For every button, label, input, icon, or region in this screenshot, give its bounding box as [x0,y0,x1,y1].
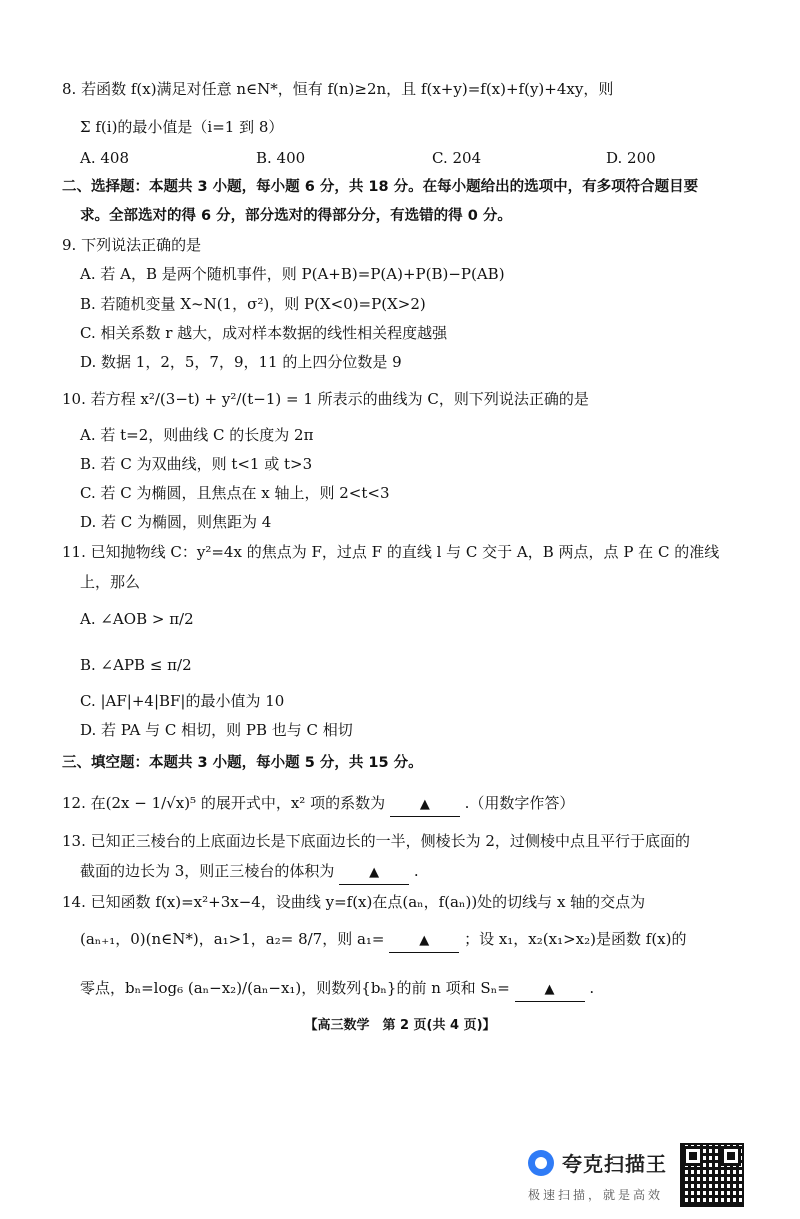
q12-line [62,792,574,817]
q14-stem-line2b: ；设 x₁，x₂(x₁>x₂)是函数 f(x)的 [464,930,687,948]
q10-option-a: A. 若 t=2，则曲线 C 的长度为 2π [80,426,314,444]
q12-stem: 12. 在(2x − 1/√x)⁵ 的展开式中，x² 项的系数为 [62,794,386,812]
qr-code-icon [680,1143,744,1207]
q9-option-d: D. 数据 1，2，5，7，9，11 的上四分位数是 9 [80,353,402,371]
brand-logo-icon [528,1150,554,1176]
q14-stem-line1: 14. 已知函数 f(x)=x²+3x−4，设曲线 y=f(x)在点(aₙ，f(aₙ))处的切线与 x 轴的交点为 [62,893,646,911]
triangle-icon: ▲ [419,933,430,948]
q8-option-b: B. 400 [256,149,306,167]
q14-stem-line2a: (aₙ₊₁，0)(n∈N*)，a₁>1，a₂= 8/7，则 a₁= [80,930,385,948]
q9-option-b: B. 若随机变量 X~N(1，σ²)，则 P(X<0)=P(X>2) [80,295,426,313]
q9-option-c: C. 相关系数 r 越大，成对样本数据的线性相关程度越强 [80,324,448,342]
q10-option-c: C. 若 C 为椭圆，且焦点在 x 轴上，则 2<t<3 [80,484,390,502]
q10-option-b: B. 若 C 为双曲线，则 t<1 或 t>3 [80,455,313,473]
q13-stem-line1: 13. 已知正三棱台的上底面边长是下底面边长的一半，侧棱长为 2，过侧棱中点且平行于底面的 [62,832,690,850]
scanner-watermark [528,1148,678,1208]
q9-stem: 9. 下列说法正确的是 [62,236,202,254]
q9-option-a: A. 若 A，B 是两个随机事件，则 P(A+B)=P(A)+P(B)−P(AB) [80,265,505,283]
q11-option-b: B. ∠APB ≤ π/2 [80,656,192,674]
q8-stem-line2: Σ f(i)的最小值是（i=1 到 8） [80,118,284,136]
q8-option-c: C. 204 [432,149,482,167]
q8-stem-line1: 8. 若函数 f(x)满足对任意 n∈N*，恒有 f(n)≥2n，且 f(x+y)=f(x)+f(y)+4xy，则 [62,80,614,98]
q11-option-a: A. ∠AOB > π/2 [80,610,194,628]
page-footer: 【高三数学 第 2 页(共 4 页)】 [304,1018,496,1033]
section3-heading: 三、填空题：本题共 3 小题，每小题 5 分，共 15 分。 [62,755,423,771]
q14-answer-blank-2[interactable] [515,977,585,1002]
q14-answer-blank-1[interactable] [389,928,459,953]
q14-line2 [80,928,686,953]
brand-slogan: 极速扫描，就是高效 [528,1188,664,1202]
q12-tail: .（用数字作答） [464,794,575,812]
q10-option-d: D. 若 C 为椭圆，则焦距为 4 [80,513,272,531]
q14-line3 [80,977,594,1002]
q13-stem-line2: 截面的边长为 3，则正三棱台的体积为 [80,862,335,880]
q11-option-c: C. |AF|+4|BF|的最小值为 10 [80,692,285,710]
q8-option-d: D. 200 [606,149,656,167]
triangle-icon: ▲ [419,797,430,812]
section2-heading-line2: 求。全部选对的得 6 分，部分选对的得部分分，有选错的得 0 分。 [80,208,512,224]
q14-tail: . [589,979,595,997]
q13-line2 [80,860,419,885]
section2-heading-line1: 二、选择题：本题共 3 小题，每小题 6 分，共 18 分。在每小题给出的选项中，有多项符合题目要 [62,179,699,195]
q11-stem-line2: 上，那么 [80,573,141,591]
q11-stem-line1: 11. 已知抛物线 C：y²=4x 的焦点为 F，过点 F 的直线 l 与 C 交于 A，B 两点，点 P 在 C 的准线 [62,543,720,561]
q10-stem: 10. 若方程 x²/(3−t) + y²/(t−1) = 1 所表示的曲线为 C，则下列说法正确的是 [62,390,589,408]
q13-answer-blank[interactable] [339,860,409,885]
q11-option-d: D. 若 PA 与 C 相切，则 PB 也与 C 相切 [80,721,353,739]
q14-stem-line3a: 零点，bₙ=log₆ (aₙ−x₂)/(aₙ−x₁)，则数列{bₙ}的前 n 项和 Sₙ= [80,979,510,997]
q12-answer-blank[interactable] [390,792,460,817]
triangle-icon: ▲ [369,865,380,880]
q13-tail: . [413,862,419,880]
q8-option-a: A. 408 [80,149,129,167]
triangle-icon: ▲ [544,982,555,997]
brand-name: 夸克扫描王 [562,1152,667,1176]
